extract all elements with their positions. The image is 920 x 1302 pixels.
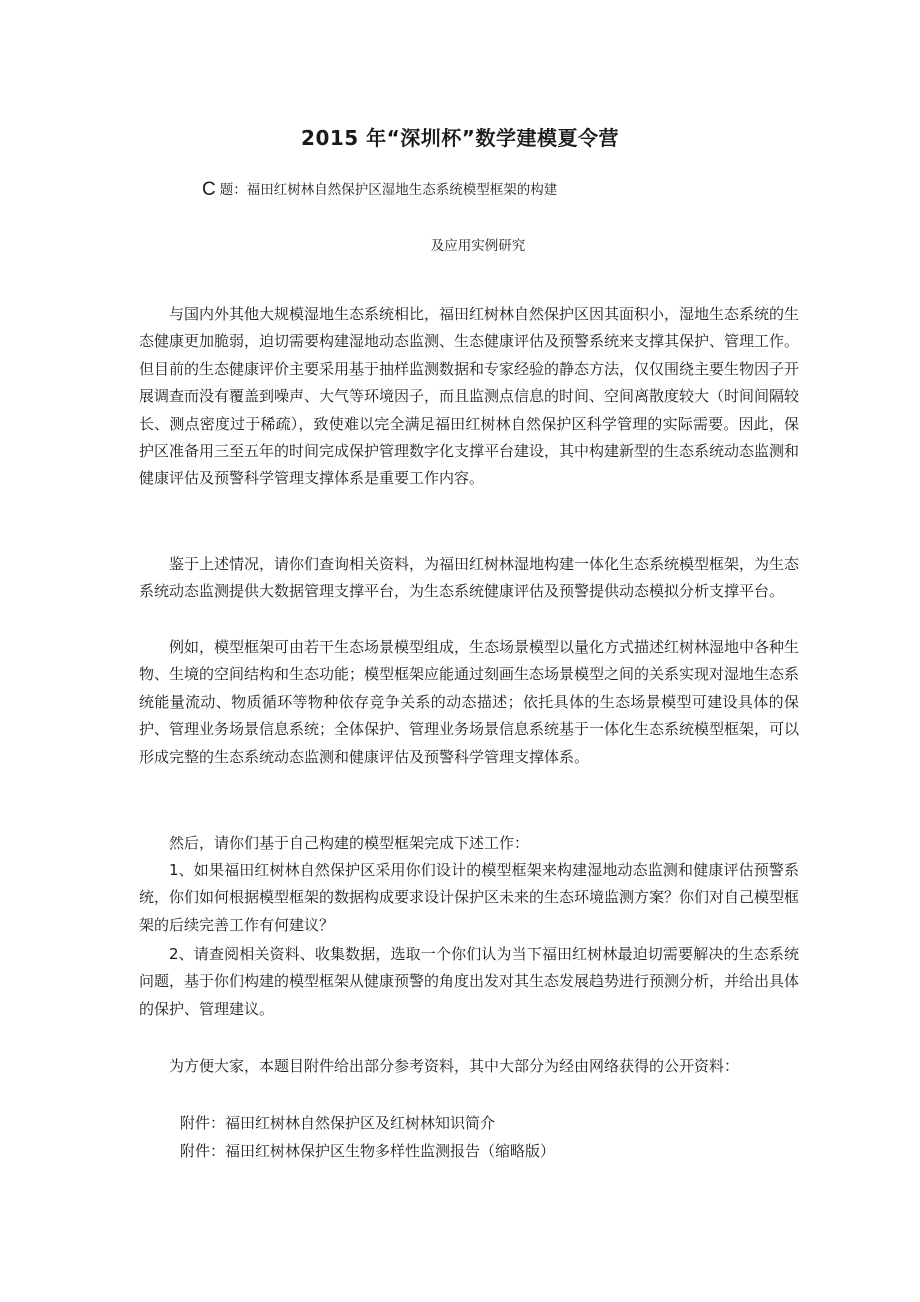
- paragraph-task-1: 1、如果福田红树林自然保护区采用你们设计的模型框架来构建湿地动态监测和健康评估预警系统，你们如何根据模型框架的数据构成要求设计保护区未来的生态环境监测方案？你们对自己模型框架的后续完善工作有何建议？: [139, 861, 800, 934]
- document-title: 2015 年“深圳杯”数学建模夏令营: [301, 126, 619, 150]
- paragraph-example: 例如，模型框架可由若干生态场景模型组成，生态场景模型以量化方式描述红树林湿地中各种生物、生境的空间结构和生态功能；模型框架应能通过刻画生态场景模型之间的关系实现对湿地生态系统能量流动、物质循环等物种依存竞争关系的动态描述；依托具体的生态场景模型可建设具体的保护、管理业务场景信息系统；全体保护、管理业务场景信息系统基于一体化生态系统模型框架，可以形成完整的生态系统动态监测和健康评估及预警科学管理支撑体系。: [139, 638, 800, 766]
- problem-letter: C: [202, 179, 216, 200]
- paragraph-references: 为方便大家，本题目附件给出部分参考资料，其中大部分为经由网络获得的公开资料：: [169, 1057, 740, 1075]
- paragraph-task-intro: 鉴于上述情况，请你们查询相关资料，为福田红树林湿地构建一体化生态系统模型框架，为生态系统动态监测提供大数据管理支撑平台，为生态系统健康评估及预警提供动态模拟分析支撑平台。: [139, 555, 800, 601]
- paragraph-background: 与国内外其他大规模湿地生态系统相比，福田红树林自然保护区因其面积小，湿地生态系统的生态健康更加脆弱，迫切需要构建湿地动态监测、生态健康评估及预警系统来支撑其保护、管理工作。但目前的生态健康评价主要采用基于抽样监测数据和专家经验的静态方法，仅仅围绕主要生物因子开展调查而没有覆盖到噪声、大气等环境因子，而且监测点信息的时间、空间离散度较大（时间间隔较长、测点密度过于稀疏），致使难以完全满足福田红树林自然保护区科学管理的实际需要。因此，保护区准备用三至五年的时间完成保护管理数字化支撑平台建设，其中构建新型的生态系统动态监测和健康评估及预警科学管理支撑体系是重要工作内容。: [139, 305, 800, 488]
- paragraph-task-2: 2、请查阅相关资料、收集数据，选取一个你们认为当下福田红树林最迫切需要解决的生态系统问题，基于你们构建的模型框架从健康预警的角度出发对其生态发展趋势进行预测分析，并给出具体的保护、管理建议。: [139, 945, 800, 1018]
- problem-subtitle-line2: 及应用实例研究: [430, 238, 526, 254]
- attachment-item: 附件：福田红树林保护区生物多样性监测报告（缩略版）: [180, 1142, 556, 1160]
- problem-subtitle-line1: [202, 178, 557, 201]
- problem-subtitle-text: 题：福田红树林自然保护区湿地生态系统模型框架的构建: [219, 182, 558, 198]
- paragraph-tasks-lead: 然后，请你们基于自己构建的模型框架完成下述工作：: [169, 834, 530, 852]
- attachment-item: 附件：福田红树林自然保护区及红树林知识简介: [180, 1114, 496, 1132]
